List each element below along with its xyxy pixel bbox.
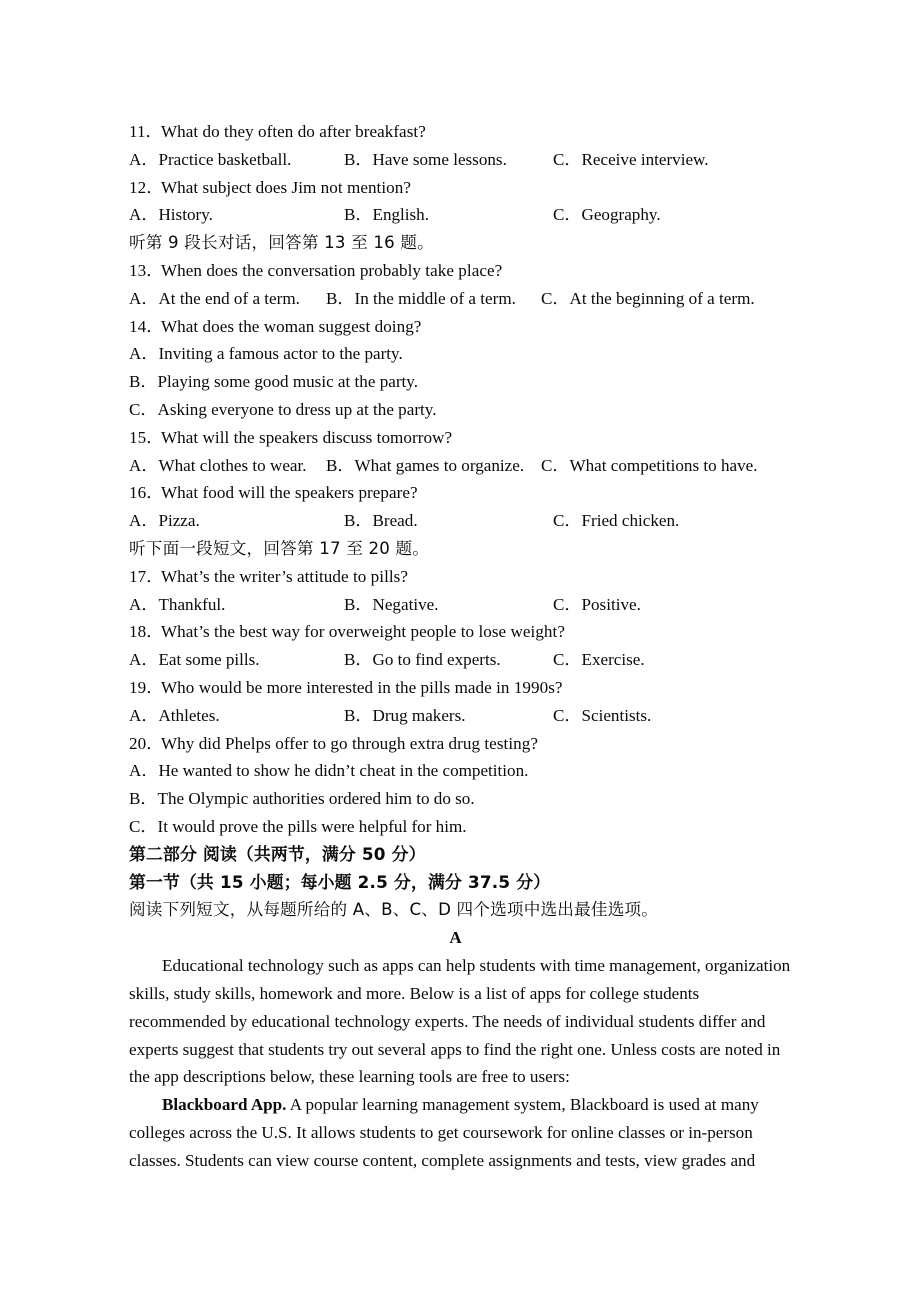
question-number-11: 11．	[129, 122, 163, 141]
option-row-17	[129, 591, 792, 619]
direction-passage-17-20: 听下面一段短文，回答第 17 至 20 题。	[129, 538, 430, 558]
part-two-heading: 第二部分 阅读（共两节，满分 50 分）	[129, 843, 426, 864]
option-11-a[interactable]: A．Practice basketball.	[129, 149, 292, 169]
option-20-a[interactable]: A．He wanted to show he didn’t cheat in the competition.	[129, 761, 529, 781]
question-number-18: 18．	[129, 622, 164, 642]
option-16-b[interactable]: B．Bread.	[344, 511, 418, 531]
question-text-20: Why did Phelps offer to go through extra drug testing?	[161, 733, 538, 753]
option-17-a[interactable]: A．Thankful.	[129, 594, 226, 614]
option-14-b[interactable]: B．Playing some good music at the party.	[129, 372, 418, 392]
question-text-14: What does the woman suggest doing?	[161, 316, 422, 336]
question-text-12: What subject does Jim not mention?	[161, 177, 411, 197]
option-19-c[interactable]: C．Scientists.	[553, 705, 652, 725]
section-one-instruction: 阅读下列短文，从每题所给的 A、B、C、D 四个选项中选出最佳选项。	[129, 900, 659, 920]
option-17-b[interactable]: B．Negative.	[344, 594, 439, 614]
option-15-a[interactable]: A．What clothes to wear.	[129, 455, 307, 475]
question-number-14: 14．	[129, 316, 164, 336]
option-18-a[interactable]: A．Eat some pills.	[129, 650, 260, 670]
option-row-16	[129, 507, 792, 535]
question-stem-11	[129, 118, 792, 146]
option-row-12	[129, 201, 792, 229]
question-stem-14	[129, 313, 792, 341]
option-16-a[interactable]: A．Pizza.	[129, 511, 200, 531]
option-16-c[interactable]: C．Fried chicken.	[553, 511, 680, 531]
question-text-15: What will the speakers discuss tomorrow?	[161, 427, 453, 447]
question-stem-17	[129, 563, 792, 591]
paper-content-column	[129, 118, 792, 1174]
section-one-heading: 第一节（共 15 小题；每小题 2.5 分，满分 37.5 分）	[129, 871, 551, 892]
option-13-a[interactable]: A．At the end of a term.	[129, 288, 300, 308]
question-number-16: 16．	[129, 483, 164, 503]
question-number-12: 12．	[129, 177, 164, 197]
option-19-b[interactable]: B．Drug makers.	[344, 705, 466, 725]
option-row-11	[129, 146, 792, 174]
question-stem-15	[129, 424, 792, 452]
direction-long-dialogue-9: 听第 9 段长对话，回答第 13 至 16 题。	[129, 233, 434, 253]
option-17-c[interactable]: C．Positive.	[553, 594, 641, 614]
question-stem-18	[129, 618, 792, 646]
option-12-c[interactable]: C．Geography.	[553, 205, 661, 225]
passage-paragraph-2: Blackboard App. A popular learning management system, Blackboard is used at many colleges across the U.S. It allows students to get coursework for online classes or in-person classes. Students can view course content, complete assignments and tests, view grades and	[129, 1095, 759, 1170]
question-number-20: 20．	[129, 733, 164, 753]
passage-label-a: A	[449, 928, 462, 948]
question-stem-12	[129, 174, 792, 202]
option-19-a[interactable]: A．Athletes.	[129, 705, 220, 725]
option-15-b[interactable]: B．What games to organize.	[326, 455, 525, 475]
passage-paragraph-1: Educational technology such as apps can help students with time management, organization skills, study skills, homework and more. Below is a list of apps for college students recommended by educational technology experts. The needs of individual students differ and experts suggest that students try out several apps to find the right one. Unless costs are noted in the app descriptions below, these learning tools are free to users:	[129, 956, 791, 1087]
option-row-15	[129, 452, 792, 480]
question-stem-20	[129, 730, 792, 758]
option-11-c[interactable]: C．Receive interview.	[553, 149, 709, 169]
option-14-c[interactable]: C．Asking everyone to dress up at the party.	[129, 399, 437, 419]
app-name-blackboard: Blackboard App.	[162, 1095, 287, 1115]
option-20-b[interactable]: B．The Olympic authorities ordered him to do so.	[129, 789, 475, 809]
option-row-18	[129, 646, 792, 674]
question-text-13: When does the conversation probably take place?	[161, 260, 503, 280]
question-text-17: What’s the writer’s attitude to pills?	[161, 566, 409, 586]
question-number-19: 19．	[129, 677, 164, 697]
option-12-b[interactable]: B．English.	[344, 205, 430, 225]
question-stem-13	[129, 257, 792, 285]
question-text-11: What do they often do after breakfast?	[161, 122, 426, 141]
option-13-c[interactable]: C．At the beginning of a term.	[541, 288, 755, 308]
question-text-18: What’s the best way for overweight people to lose weight?	[161, 622, 565, 642]
option-18-b[interactable]: B．Go to find experts.	[344, 650, 501, 670]
question-number-17: 17．	[129, 566, 164, 586]
option-12-a[interactable]: A．History.	[129, 205, 213, 225]
option-18-c[interactable]: C．Exercise.	[553, 650, 645, 670]
question-stem-16	[129, 479, 792, 507]
option-row-19	[129, 702, 792, 730]
option-20-c[interactable]: C．It would prove the pills were helpful for him.	[129, 816, 467, 836]
question-number-15: 15．	[129, 427, 164, 447]
question-text-16: What food will the speakers prepare?	[161, 483, 418, 503]
option-15-c[interactable]: C．What competitions to have.	[541, 455, 758, 475]
option-14-a[interactable]: A．Inviting a famous actor to the party.	[129, 344, 403, 364]
question-text-19: Who would be more interested in the pills made in 1990s?	[161, 677, 563, 697]
question-number-13: 13．	[129, 260, 164, 280]
option-13-b[interactable]: B．In the middle of a term.	[326, 288, 516, 308]
option-11-b[interactable]: B．Have some lessons.	[344, 149, 507, 169]
question-stem-19	[129, 674, 792, 702]
option-row-13	[129, 285, 792, 313]
